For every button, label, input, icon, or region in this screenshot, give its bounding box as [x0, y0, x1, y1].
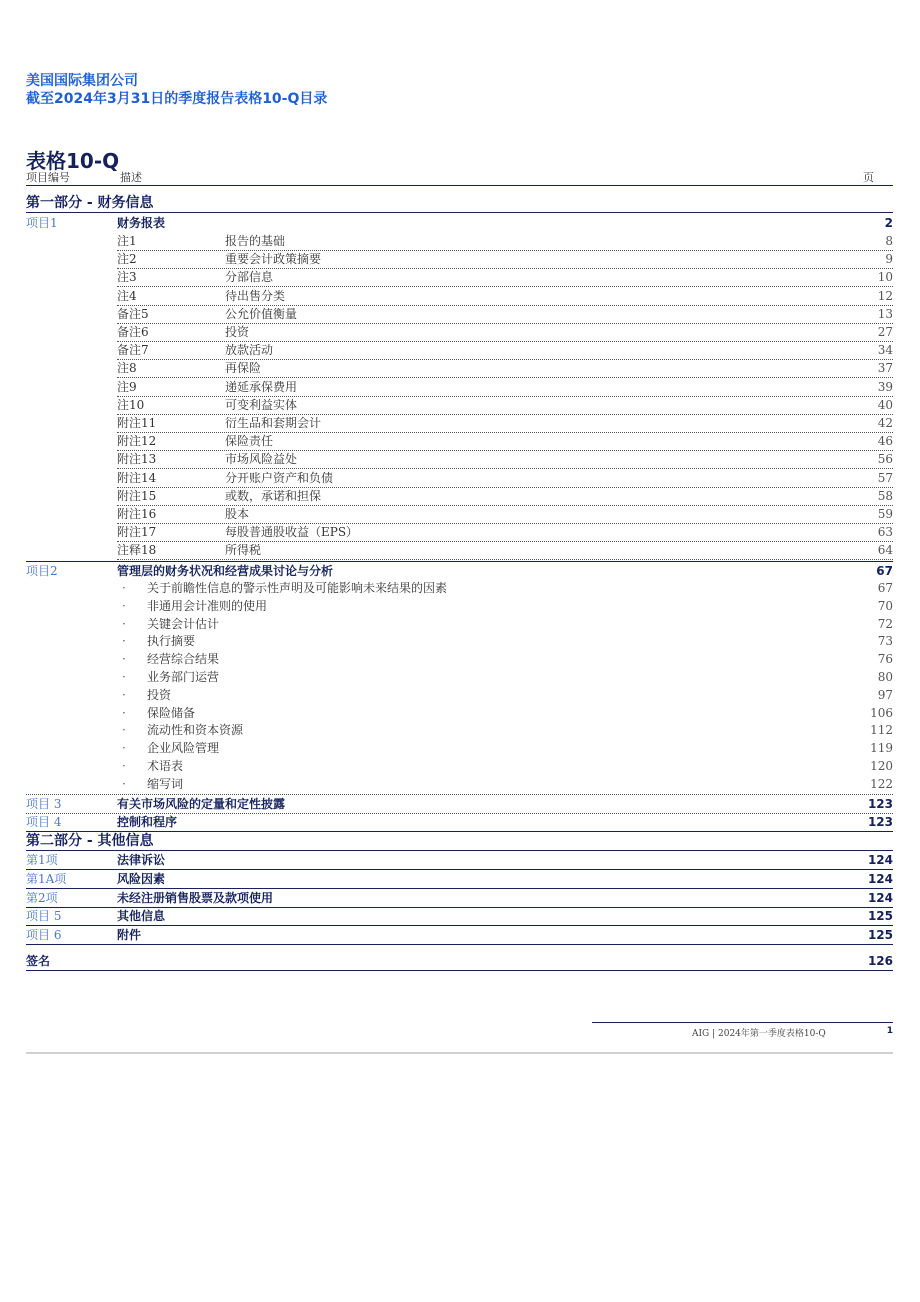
bullet-icon: ·: [122, 759, 126, 773]
mdna-list-item[interactable]: [26, 579, 893, 597]
page-number: 64: [877, 543, 893, 558]
page-number: 13: [877, 306, 893, 321]
part2-row[interactable]: [26, 870, 893, 889]
col-item: 项目编号: [26, 171, 70, 184]
note-label: 注3: [117, 270, 137, 285]
note-desc[interactable]: 公允价值衡量: [225, 306, 298, 321]
note-desc[interactable]: 报告的基础: [225, 234, 286, 248]
note-label: 注2: [117, 252, 137, 267]
note-row[interactable]: [117, 487, 893, 506]
mdna-desc[interactable]: 非通用会计准则的使用: [147, 598, 268, 613]
item-number: 项目 3: [26, 797, 62, 811]
note-label: 附注15: [117, 488, 157, 503]
item-number: 项目2: [26, 564, 58, 578]
note-label: 注8: [117, 361, 137, 376]
note-label: 附注17: [117, 525, 157, 540]
mdna-desc[interactable]: 关于前瞻性信息的警示性声明及可能影响未来结果的因素: [147, 581, 448, 595]
bullet-icon: ·: [122, 776, 126, 791]
company-name: 美国国际集团公司: [26, 73, 138, 89]
mdna-list-item[interactable]: [26, 686, 893, 704]
footer-page-number: 1: [886, 1026, 893, 1036]
note-desc[interactable]: 分部信息: [225, 270, 274, 285]
page-number: 124: [867, 871, 893, 886]
item-number: 第2项: [26, 890, 58, 905]
mdna-list-item[interactable]: [26, 739, 893, 757]
page-number: 37: [877, 361, 893, 376]
bullet-icon: ·: [122, 723, 126, 738]
toc-row-item3[interactable]: [26, 794, 893, 814]
page-number: 2: [884, 216, 893, 230]
mdna-desc[interactable]: 投资: [147, 687, 172, 702]
note-row[interactable]: [117, 505, 893, 524]
note-desc[interactable]: 衍生品和套期会计: [225, 416, 322, 430]
page-number: 57: [877, 470, 893, 485]
footer-text: AIG | 2024年第一季度表格10-Q: [692, 1029, 826, 1039]
mdna-list-item[interactable]: [26, 757, 893, 775]
item-desc[interactable]: 法律诉讼: [117, 853, 166, 867]
item-number: 项目 6: [26, 928, 62, 943]
part1-heading: 第一部分 - 财务信息: [26, 194, 893, 213]
note-label: 备注6: [117, 325, 149, 339]
mdna-desc[interactable]: 企业风险管理: [147, 741, 220, 756]
item-desc[interactable]: 附件: [117, 928, 142, 943]
note-row[interactable]: [117, 287, 893, 306]
page-number: 63: [877, 525, 893, 540]
note-label: 附注12: [117, 434, 157, 449]
note-desc[interactable]: 股本: [225, 507, 250, 521]
page-number: 12: [877, 288, 893, 303]
page-number: 73: [877, 634, 893, 649]
mdna-list-item[interactable]: [26, 775, 893, 793]
note-row[interactable]: [117, 305, 893, 324]
col-page: 页: [863, 171, 874, 184]
note-label: 注释18: [117, 543, 157, 558]
report-subtitle: 截至2024年3月31日的季度报告表格10-Q目录: [26, 91, 328, 107]
note-desc[interactable]: 投资: [225, 325, 250, 339]
page-number: 58: [877, 488, 893, 503]
note-row[interactable]: [117, 232, 893, 251]
mdna-desc[interactable]: 保险储备: [147, 705, 196, 720]
mdna-desc[interactable]: 缩写词: [147, 776, 184, 791]
page-number: 80: [877, 670, 893, 684]
mdna-list-item[interactable]: [26, 668, 893, 686]
note-row[interactable]: [117, 414, 893, 433]
page-number: 34: [877, 343, 893, 358]
bullet-icon: ·: [122, 687, 126, 702]
item-desc[interactable]: 控制和程序: [117, 815, 178, 829]
note-row[interactable]: [117, 541, 893, 560]
part2-row[interactable]: [26, 889, 893, 908]
item-desc[interactable]: 财务报表: [117, 216, 166, 230]
page-number: 119: [870, 741, 893, 756]
mdna-desc[interactable]: 术语表: [147, 759, 184, 773]
note-label: 注9: [117, 379, 137, 394]
mdna-desc[interactable]: 业务部门运营: [147, 670, 220, 684]
page-number: 67: [876, 564, 893, 578]
mdna-desc[interactable]: 执行摘要: [147, 634, 196, 649]
bullet-icon: ·: [122, 705, 126, 720]
bullet-icon: ·: [122, 581, 126, 595]
page-number: 112: [870, 723, 893, 738]
mdna-desc[interactable]: 流动性和资本资源: [147, 723, 244, 738]
bullet-icon: ·: [122, 634, 126, 649]
page-bottom-rule: [26, 1052, 893, 1054]
signature-label[interactable]: 签名: [26, 954, 51, 968]
bullet-icon: ·: [122, 652, 126, 667]
bullet-icon: ·: [122, 616, 126, 631]
note-label: 附注11: [117, 416, 157, 430]
page-number: 124: [867, 853, 893, 867]
page-number: 122: [870, 776, 893, 791]
note-label: 备注5: [117, 306, 149, 321]
item-number: 项目1: [26, 216, 58, 230]
toc-row-item1[interactable]: [26, 214, 893, 232]
note-label: 注10: [117, 397, 145, 412]
note-row[interactable]: [117, 469, 893, 488]
note-desc[interactable]: 或数，承诺和担保: [225, 488, 322, 503]
page-number: 120: [870, 759, 893, 773]
page-number: 76: [877, 652, 893, 667]
page-number: 125: [867, 909, 893, 924]
toc-row-item2[interactable]: [26, 561, 893, 580]
note-row[interactable]: [117, 359, 893, 378]
footer-rule: [592, 1022, 893, 1023]
note-label: 附注14: [117, 470, 157, 485]
note-desc[interactable]: 市场风险益处: [225, 452, 298, 467]
note-desc[interactable]: 待出售分类: [225, 288, 286, 303]
page-number: 126: [867, 954, 893, 968]
page-number: 8: [885, 234, 893, 248]
page-number: 46: [877, 434, 893, 449]
part2-row[interactable]: [26, 907, 893, 926]
page-number: 123: [867, 797, 893, 811]
toc-row-signature[interactable]: [26, 952, 893, 971]
note-desc[interactable]: 分开账户资产和负债: [225, 470, 334, 485]
page-number: 59: [877, 507, 893, 521]
note-label: 备注7: [117, 343, 149, 358]
note-desc[interactable]: 每股普通股收益（EPS）: [225, 525, 359, 540]
page-number: 42: [877, 416, 893, 430]
note-desc[interactable]: 可变利益实体: [225, 397, 298, 412]
page-number: 27: [877, 325, 893, 339]
item-number: 第1A项: [26, 871, 67, 886]
bullet-icon: ·: [122, 741, 126, 756]
page-number: 9: [885, 252, 893, 267]
item-number: 第1项: [26, 853, 58, 867]
mdna-list-item[interactable]: [26, 615, 893, 633]
mdna-desc[interactable]: 关键会计估计: [147, 616, 220, 631]
page-number: 125: [867, 928, 893, 943]
mdna-list-item[interactable]: [26, 632, 893, 650]
item-desc[interactable]: 其他信息: [117, 909, 166, 924]
part2-heading: 第二部分 - 其他信息: [26, 831, 893, 851]
part2-row[interactable]: [26, 926, 893, 945]
note-desc[interactable]: 再保险: [225, 361, 262, 376]
column-header: [26, 169, 893, 186]
form-title: 表格10-Q: [26, 149, 120, 173]
note-row[interactable]: [117, 341, 893, 360]
page-number: 70: [877, 598, 893, 613]
item-desc[interactable]: 管理层的财务状况和经营成果讨论与分析: [117, 564, 334, 578]
note-row[interactable]: [117, 396, 893, 415]
item-desc[interactable]: 有关市场风险的定量和定性披露: [117, 797, 286, 811]
item-desc[interactable]: 风险因素: [117, 871, 166, 886]
note-row[interactable]: [117, 323, 893, 342]
company-header: [26, 72, 327, 108]
mdna-list-item[interactable]: [26, 704, 893, 722]
col-desc: 描述: [120, 171, 142, 184]
item-number: 项目 5: [26, 909, 62, 924]
note-desc[interactable]: 所得税: [225, 543, 262, 558]
page-number: 56: [877, 452, 893, 467]
note-desc[interactable]: 保险责任: [225, 434, 274, 449]
part2-row[interactable]: [26, 851, 893, 870]
page-number: 10: [877, 270, 893, 285]
note-row[interactable]: [117, 432, 893, 451]
note-desc[interactable]: 放款活动: [225, 343, 274, 358]
mdna-desc[interactable]: 经营综合结果: [147, 652, 220, 667]
page-number: 106: [870, 705, 893, 720]
item-desc[interactable]: 未经注册销售股票及款项使用: [117, 890, 274, 905]
bullet-icon: ·: [122, 670, 126, 684]
page-number: 72: [877, 616, 893, 631]
toc-row-item4[interactable]: [26, 813, 893, 831]
page-number: 97: [877, 687, 893, 702]
note-row[interactable]: [117, 523, 893, 542]
page-number: 40: [877, 397, 893, 412]
note-desc[interactable]: 递延承保费用: [225, 379, 298, 394]
note-row[interactable]: [117, 268, 893, 287]
page-number: 124: [867, 890, 893, 905]
note-label: 附注16: [117, 507, 157, 521]
note-row[interactable]: [117, 450, 893, 469]
note-label: 附注13: [117, 452, 157, 467]
item-number: 项目 4: [26, 815, 62, 829]
note-row[interactable]: [117, 250, 893, 269]
note-row[interactable]: [117, 378, 893, 397]
note-label: 注4: [117, 288, 137, 303]
note-desc[interactable]: 重要会计政策摘要: [225, 252, 322, 267]
mdna-list-item[interactable]: [26, 597, 893, 615]
page-number: 67: [877, 581, 893, 595]
page-number: 39: [877, 379, 893, 394]
page-number: 123: [867, 815, 893, 829]
mdna-list-item[interactable]: [26, 650, 893, 668]
note-label: 注1: [117, 234, 137, 248]
mdna-list-item[interactable]: [26, 721, 893, 739]
bullet-icon: ·: [122, 598, 126, 613]
